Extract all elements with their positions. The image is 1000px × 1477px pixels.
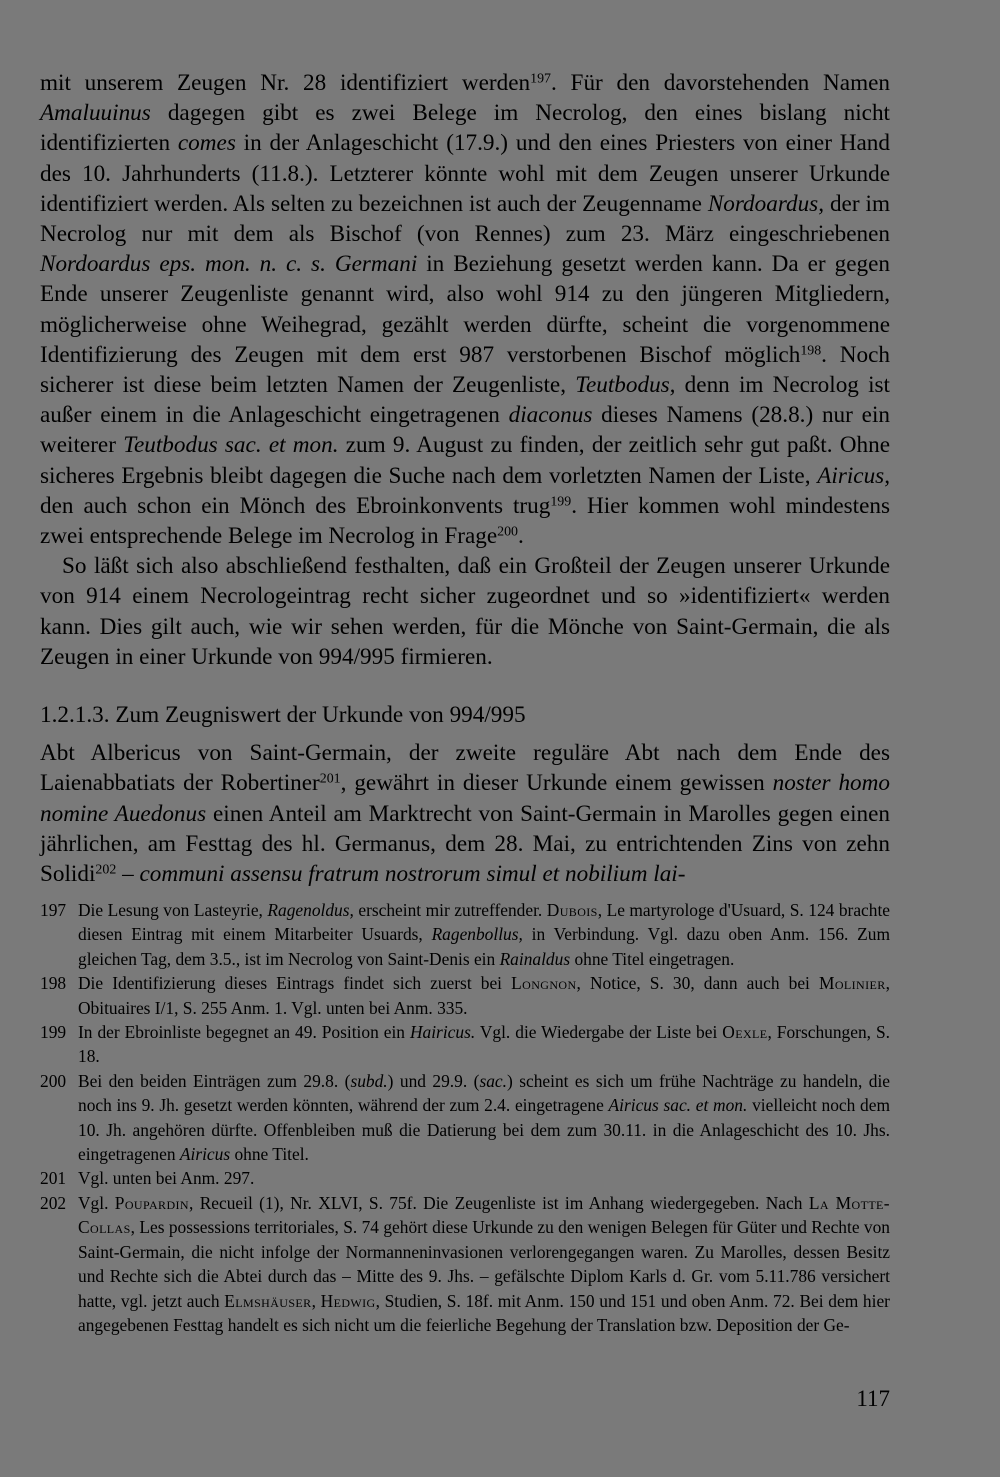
text-run: den auch schon ein Mönch des Ebroinkonvents trug <box>40 492 551 519</box>
italic-term: Ragenbollus, <box>431 924 523 945</box>
author-name: Hedwig <box>320 1290 376 1311</box>
footnote-199 <box>40 1020 890 1069</box>
text-run: , Les possessions territoriales, S. 74 gehört diese Urkunde zu den wenigen Belegen für Güter und Rechte von Saint-Germain, die nicht infolge der Normanneninvasionen verlorengegangen waren. Zu Marolles, dessen Besitz und Rechte sich die Abtei durch das – Mitte des 9. Jhs. – gefälschte Diplom Karls d. Gr. vom 5.11.786 versichert hatte, vgl. jetzt auch <box>78 1217 890 1311</box>
footnote-number: 200 <box>40 1070 67 1091</box>
footnote-197 <box>40 898 890 971</box>
text-run: Vgl. <box>78 1192 115 1213</box>
text-run: Vgl. unten bei Anm. 297. <box>78 1168 255 1189</box>
italic-term: Teutbodus sac. et mon. <box>123 432 339 459</box>
footnote-number: 201 <box>40 1168 67 1189</box>
text-run: , Studien, S. 18f. mit Anm. 150 und 151 und oben Anm. 72. Bei dem hier angegebenen Festtag handelt es sich nicht um die feierliche Begehung der Translation bzw. Deposition der Ge- <box>78 1290 890 1335</box>
text-run: ohne Titel. <box>230 1144 309 1165</box>
text-run: . Für den davorstehenden Namen <box>551 70 890 96</box>
text-run: der im Necrolog nur mit dem als Bischof (von Rennes) zum 23. März eingeschriebenen <box>40 190 890 248</box>
text-run: . Noch sicherer ist diese beim letzten Namen der Zeugenliste, <box>40 341 890 399</box>
footnote-201 <box>40 1166 890 1190</box>
text-run: ohne Titel eingetragen. <box>570 948 735 969</box>
text-run: Abt Albericus von Saint-Germain, der zweite reguläre Abt nach dem Ende des Laienabbatiats der Robertiner <box>40 740 890 797</box>
author-name: Oexle <box>722 1022 768 1043</box>
text-run: , Notice, S. 30, dann auch bei <box>576 973 819 994</box>
text-run: , Obituaires I/1, S. 255 Anm. 1. Vgl. unten bei Anm. 335. <box>78 973 890 1018</box>
footnotes <box>40 898 890 1337</box>
italic-term: noster homo nomine Auedonus <box>40 770 890 827</box>
text-run: ) und 29.9. ( <box>387 1070 480 1091</box>
text-run: Bei den beiden Einträgen zum 29.8. ( <box>78 1070 351 1091</box>
page-number: 117 <box>856 1386 890 1411</box>
footnote-ref-197[interactable]: 197 <box>530 71 551 87</box>
text-run: Vgl. die Wiedergabe der Liste bei <box>475 1022 723 1043</box>
author-name: La Motte-Collas <box>78 1192 890 1238</box>
author-name: Poupardin <box>114 1192 189 1213</box>
text-run: in der Anlageschicht (17.9.) und den eines Priesters von einer Hand des 10. Jahrhunderts (11.8.). Letzterer könnte wohl mit dem Zeugen unserer Urkunde identifiziert werden. Als selten zu bezeichnen ist auch der Zeugenname <box>40 130 890 217</box>
text-run: . <box>518 523 524 550</box>
paragraph-2: So läßt sich also abschließend festhalten, daß ein Großteil der Zeugen unserer Urkunde von 914 einem Necrologeintrag recht sicher zugeordnet und so »identifiziert« werden kann. Dies gilt auch, wie wir sehen werden, für die Mönche von Saint-Germain, die als Zeugen in einer Urkunde von 994/995 firmieren. <box>40 553 890 670</box>
footnote-number: 202 <box>40 1192 67 1213</box>
footnote-text <box>78 898 890 971</box>
text-run: , Recueil (1), Nr. XLVI, S. 75f. Die Zeugenliste ist im Anhang wiedergegeben. Nach <box>188 1192 809 1213</box>
text-run: , <box>311 1290 321 1311</box>
author-name: Molinier <box>818 973 886 994</box>
text-run: in Verbindung. Vgl. dazu oben Anm. 156. Zum gleichen Tag, dem 3.5., ist im Necrolog von Saint-Denis ein <box>78 924 891 969</box>
text-run: zum 9. August zu finden, der zeitlich sehr gut paßt. Ohne sicheres Ergebnis bleibt dagegen die Suche nach dem vorletzten Namen der Liste, <box>40 432 890 489</box>
text-run: erscheint mir zutreffender. <box>353 900 547 920</box>
footnote-202 <box>40 1191 890 1337</box>
text-run: . Hier kommen wohl mindestens zwei entsprechende Belege im Necrolog in Frage <box>40 492 890 550</box>
footnote-200 <box>40 1069 890 1167</box>
text-run: einen Anteil am Marktrecht von Saint-Germain in Marolles gegen einen jährlichen, am Festtag des hl. Germanus, dem 28. Mai, zu entrichtenden Zins von zehn Solidi <box>40 800 890 888</box>
author-name: Elmshäuser <box>224 1290 312 1311</box>
footnote-text <box>78 971 890 1020</box>
footnote-ref-201[interactable]: 201 <box>319 771 341 787</box>
italic-term: comes <box>177 130 236 157</box>
text-run: mit unserem Zeugen Nr. 28 identifiziert werden <box>40 70 531 96</box>
italic-term: Nordoardus eps. mon. n. c. s. Germani <box>40 251 418 278</box>
italic-term: communi assensu fratrum nostrorum simul et nobilium lai- <box>139 861 686 888</box>
footnote-text <box>78 1069 890 1167</box>
footnote-ref-198[interactable]: 198 <box>800 343 822 359</box>
section-heading: 1.2.1.3. Zum Zeugniswert der Urkunde von 994/995 <box>40 702 526 729</box>
italic-term: Ragenoldus, <box>267 900 354 920</box>
italic-term: Rainaldus <box>499 948 571 969</box>
text-run: denn im Necrolog ist außer einem in die Anlageschicht eingetragenen <box>40 372 890 429</box>
footnote-text <box>78 1191 890 1337</box>
footnote-number: 199 <box>40 1022 67 1043</box>
italic-term: Nordoardus, <box>707 190 825 217</box>
paragraph-1 <box>40 68 890 551</box>
italic-term: Airicus <box>179 1144 231 1165</box>
footnote-number: 197 <box>40 900 67 920</box>
text-run: In der Ebroinliste begegnet an 49. Position ein <box>78 1022 410 1043</box>
italic-term: Amaluuinus <box>40 100 151 127</box>
footnote-text <box>78 1020 890 1069</box>
paragraph-3 <box>40 738 890 889</box>
text-run: Die Identifizierung dieses Eintrags findet sich zuerst bei <box>78 973 512 994</box>
text-run: dagegen gibt es zwei Belege im Necrolog, den eines bislang nicht identifizierten <box>40 100 890 157</box>
footnote-ref-199[interactable]: 199 <box>550 494 572 510</box>
italic-term: Hairicus. <box>409 1022 476 1043</box>
italic-term: subd. <box>350 1070 388 1091</box>
text-run: , Le martyrologe d'Usuard, S. 124 brachte diesen Eintrag mit einem Mitarbeiter Usuards, <box>78 900 891 945</box>
italic-term: Airicus sac. et mon. <box>608 1095 748 1116</box>
text-run: vielleicht noch dem 10. Jh. angehören dürfte. Offenbleiben muß die Datierung bei dem zum 30.11. in die Anlageschicht des 10. Jhs. eingetragenen <box>78 1095 890 1165</box>
footnote-number: 198 <box>40 973 67 994</box>
italic-term: Airicus, <box>817 462 890 489</box>
author-name: Dubois <box>546 900 598 920</box>
footnote-text <box>78 1166 890 1190</box>
footnote-198 <box>40 971 890 1020</box>
footnote-ref-200[interactable]: 200 <box>497 524 518 540</box>
text-run: Die Lesung von Lasteyrie, <box>78 900 268 920</box>
text-run: – <box>116 861 140 888</box>
text-run: ) scheint es sich um frühe Nachträge zu handeln, die noch ins 9. Jh. gesetzt werden könnten, während der zum 2.4. eingetragene <box>78 1070 890 1116</box>
main-text <box>40 68 890 889</box>
text-run: dieses Namens (28.8.) nur ein weiterer <box>40 402 890 459</box>
text-run: , Forschungen, S. 18. <box>78 1022 890 1067</box>
author-name: Longnon <box>511 973 577 994</box>
text-run: , gewährt in dieser Urkunde einem gewissen <box>340 770 773 797</box>
italic-term: diaconus <box>508 402 593 429</box>
text-run: in Beziehung gesetzt werden kann. Da er gegen Ende unserer Zeugenliste genannt wird, also wohl 914 zu den jüngeren Mitgliedern, möglicherweise ohne Weihegrad, gezählt werden dürfte, scheint die vorgenommene Identifizierung des Zeugen mit dem erst 987 verstorbenen Bischof möglich <box>40 251 890 368</box>
footnote-ref-202[interactable]: 202 <box>95 862 117 878</box>
italic-term: sac. <box>479 1070 507 1091</box>
italic-term: Teutbodus, <box>575 372 676 399</box>
